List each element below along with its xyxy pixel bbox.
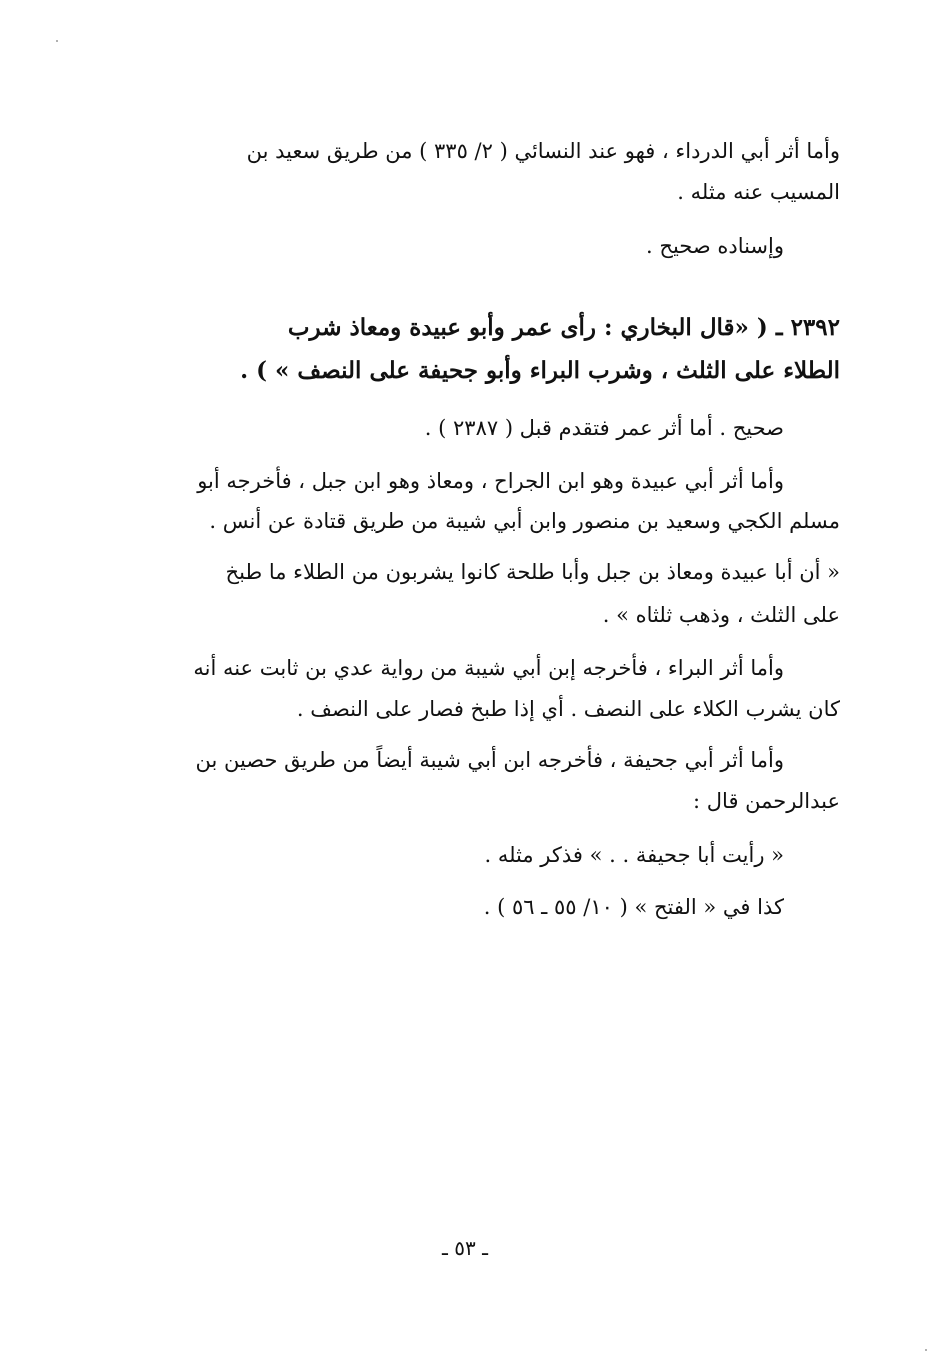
paragraph-line: وإسناده صحيح . xyxy=(646,234,784,258)
paragraph-line: وأما أثر أبي عبيدة وهو ابن الجراح ، ومعاذ وهو ابن جبل ، فأخرجه أبو xyxy=(197,469,784,493)
quote-line: على الثلث ، وذهب ثلثاه » . xyxy=(602,603,840,627)
paragraph-line: المسيب عنه مثله . xyxy=(677,180,840,204)
paragraph-line: وأما أثر أبي جحيفة ، فأخرجه ابن أبي شيبة أيضاً من طريق حصين بن xyxy=(195,748,784,772)
paragraph-line: وأما أثر أبي الدرداء ، فهو عند النسائي ( ٢/ ٣٣٥ ) من طريق سعيد بن xyxy=(246,139,840,163)
paragraph-line: كان يشرب الكلاء على النصف . أي إذا طبخ فصار على النصف . xyxy=(296,697,840,721)
hadith-number: ٢٣٩٢ xyxy=(790,314,840,341)
hadith-heading-text: ـ ( «قال البخاري : رأى عمر وأبو عبيدة ومعاذ شرب xyxy=(287,314,783,341)
paragraph-line: عبدالرحمن قال : xyxy=(693,789,840,813)
scan-speck xyxy=(925,1349,927,1351)
scan-speck xyxy=(56,40,58,42)
reference-line: كذا في « الفتح » ( ١٠/ ٥٥ ـ ٥٦ ) . xyxy=(483,895,784,919)
hadith-heading-line xyxy=(288,313,840,343)
hadith-heading-line: الطلاء على الثلث ، وشرب البراء وأبو جحيفة على النصف » ) . xyxy=(240,357,840,384)
page-number: ـ ٥٣ ـ xyxy=(442,1236,488,1260)
paragraph-line: مسلم الكجي وسعيد بن منصور وابن أبي شيبة من طريق قتادة عن أنس . xyxy=(209,509,840,533)
paragraph-line: وأما أثر البراء ، فأخرجه إبن أبي شيبة من رواية عدي بن ثابت عنه أنه xyxy=(193,656,784,680)
quote-line: « أن أبا عبيدة ومعاذ بن جبل وأبا طلحة كانوا يشربون من الطلاء ما طبخ xyxy=(225,560,840,584)
paragraph-line: صحيح . أما أثر عمر فتقدم قبل ( ٢٣٨٧ ) . xyxy=(424,416,784,440)
quote-line: « رأيت أبا جحيفة . . » فذكر مثله . xyxy=(484,843,784,867)
